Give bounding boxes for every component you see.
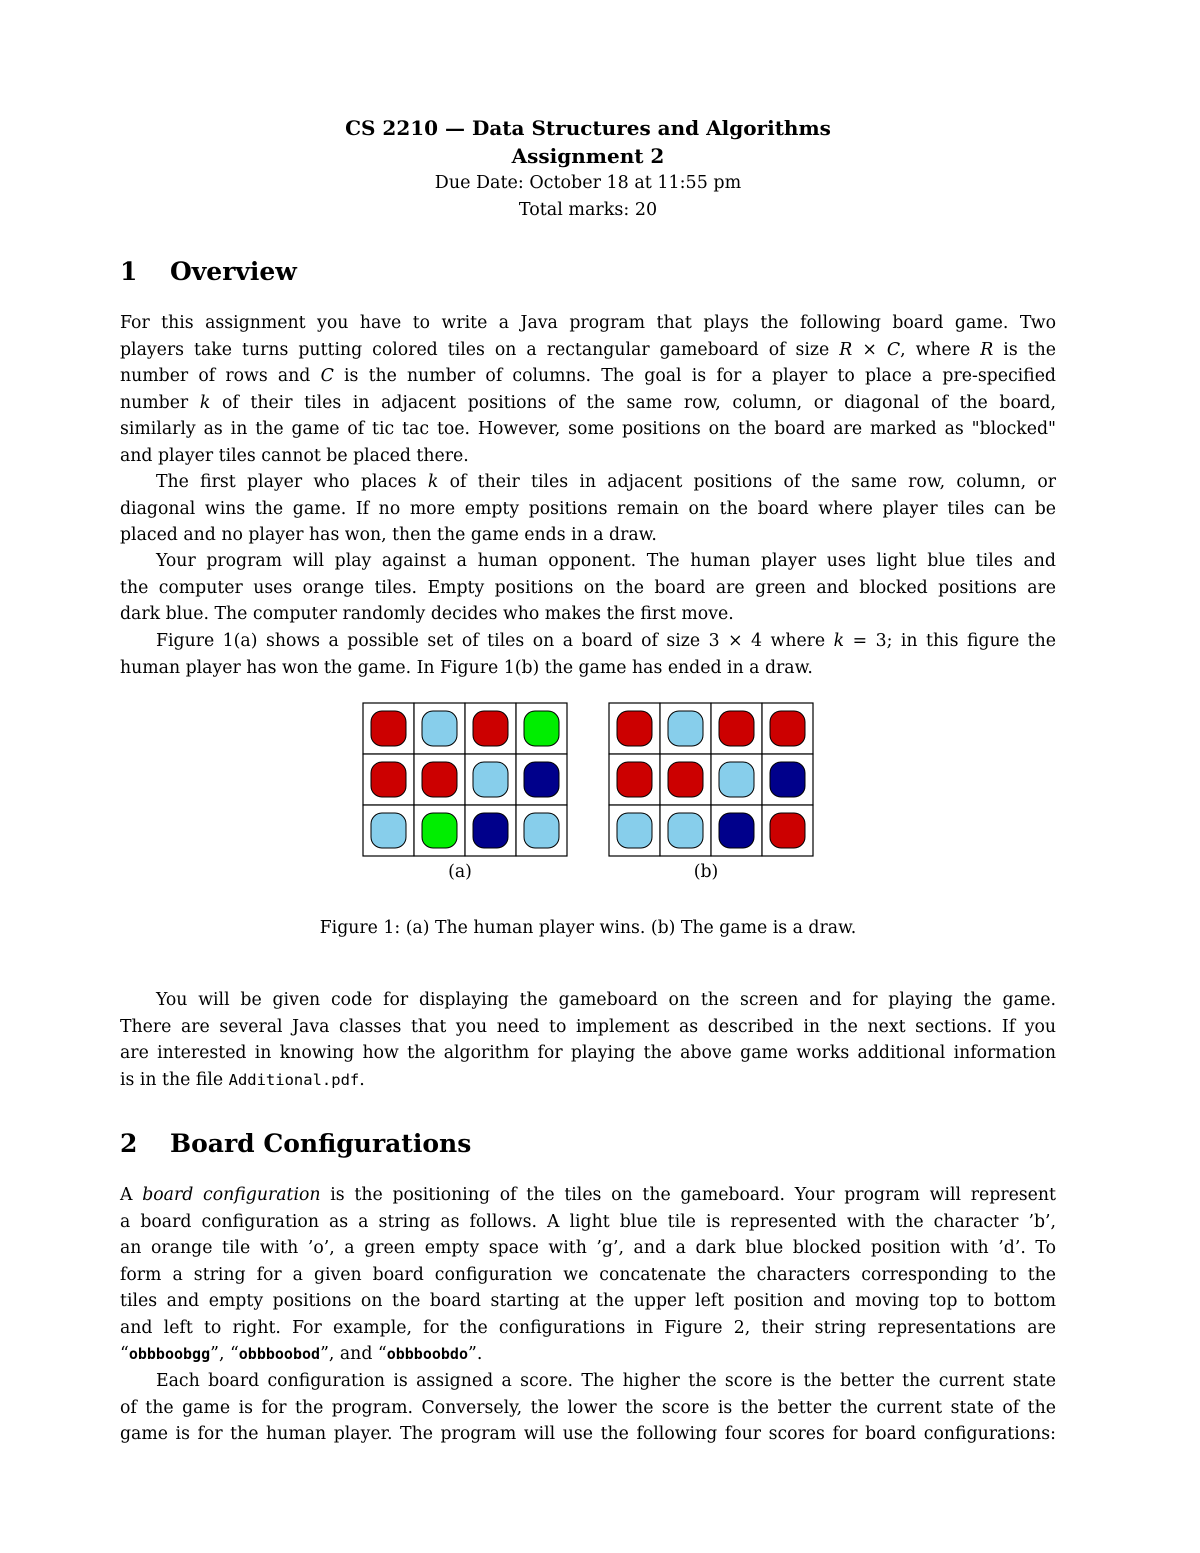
paragraph-config-2 bbox=[120, 1368, 1056, 1448]
text-line: a board configuration as a string as follows. A light blue tile is represented with the character ’b’, bbox=[120, 1211, 1056, 1232]
green-empty-tile bbox=[524, 711, 559, 746]
text-line: Each board configuration is assigned a score. The higher the score is the better the current state bbox=[156, 1371, 1056, 1391]
green-empty-tile bbox=[422, 813, 457, 848]
light-blue-tile bbox=[473, 762, 508, 797]
text-line: similarly as in the game of tic tac toe. However, some positions on the board are marked as "blocked" bbox=[120, 419, 1056, 439]
gameboard-a bbox=[362, 702, 568, 858]
text-line: of the game is for the program. Conversely, the lower the score is the better the current state of the bbox=[120, 1397, 1056, 1418]
figure-label-a: (a) bbox=[448, 862, 472, 882]
light-blue-tile bbox=[668, 711, 703, 746]
text-line: number k of their tiles in adjacent positions of the same row, column, or diagonal of the board, bbox=[120, 392, 1056, 413]
total-marks: Total marks: 20 bbox=[518, 200, 658, 220]
text-line: and left to right. For example, for the configurations in Figure 2, their string representations are bbox=[120, 1317, 1056, 1338]
paragraph-overview-2 bbox=[120, 469, 1056, 549]
figure-label-b: (b) bbox=[693, 862, 719, 882]
text-line: placed and no player has won, then the game ends in a draw. bbox=[120, 525, 657, 545]
orange-tile bbox=[617, 762, 652, 797]
section-heading-board-configurations bbox=[120, 1126, 471, 1162]
light-blue-tile bbox=[668, 813, 703, 848]
figure-caption: Figure 1: (a) The human player wins. (b) The game is a draw. bbox=[319, 918, 857, 938]
light-blue-tile bbox=[422, 711, 457, 746]
text-line: “obbboobgg”, “obbboobod”, and “obbboobdo”. bbox=[120, 1344, 483, 1364]
section-title: Overview bbox=[170, 257, 297, 286]
orange-tile bbox=[770, 813, 805, 848]
text-line: game is for the human player. The program will use the following four scores for board configurations: bbox=[120, 1424, 1056, 1444]
text-line: and player tiles cannot be placed there. bbox=[120, 445, 469, 466]
text-line: players take turns putting colored tiles on a rectangular gameboard of size R × C, where R is the bbox=[120, 339, 1057, 360]
text-line: are interested in knowing how the algorithm for playing the above game works additional information bbox=[120, 1043, 1056, 1063]
text-line: the computer uses orange tiles. Empty positions on the board are green and blocked positions are bbox=[120, 577, 1056, 598]
text-line: number of rows and C is the number of columns. The goal is for a player to place a pre-specified bbox=[120, 366, 1056, 386]
light-blue-tile bbox=[524, 813, 559, 848]
section-number: 2 bbox=[120, 1129, 138, 1158]
dark-blue-blocked-tile bbox=[473, 813, 508, 848]
orange-tile bbox=[617, 711, 652, 746]
text-line: form a string for a given board configuration we concatenate the characters corresponding to the bbox=[120, 1264, 1056, 1285]
title-block bbox=[120, 114, 1056, 224]
text-line: The first player who places k of their tiles in adjacent positions of the same row, column, or bbox=[156, 472, 1056, 492]
text-line: For this assignment you have to write a Java program that plays the following board game. Two bbox=[120, 313, 1056, 333]
orange-tile bbox=[422, 762, 457, 797]
section-title: Board Configurations bbox=[170, 1129, 472, 1158]
gameboard-a-grid bbox=[362, 702, 568, 858]
gameboard-b-grid bbox=[608, 702, 814, 858]
assignment-title: Assignment 2 bbox=[511, 144, 665, 168]
orange-tile bbox=[371, 711, 406, 746]
filename: Additional.pdf bbox=[228, 1070, 360, 1089]
text-line: There are several Java classes that you need to implement as described in the next sections. If you bbox=[120, 1016, 1056, 1037]
section-heading-overview bbox=[120, 254, 297, 290]
text-line: A board configuration is the positioning of the tiles on the gameboard. Your program will represent bbox=[120, 1185, 1056, 1205]
orange-tile bbox=[668, 762, 703, 797]
orange-tile bbox=[719, 711, 754, 746]
text-line: diagonal wins the game. If no more empty positions remain on the board where player tiles can be bbox=[120, 498, 1056, 519]
paragraph-overview-4 bbox=[120, 628, 1056, 681]
light-blue-tile bbox=[371, 813, 406, 848]
dark-blue-blocked-tile bbox=[524, 762, 559, 797]
light-blue-tile bbox=[617, 813, 652, 848]
orange-tile bbox=[770, 711, 805, 746]
text-line: Figure 1(a) shows a possible set of tiles on a board of size 3 × 4 where k = 3; in this figure the bbox=[156, 631, 1056, 651]
text-line: human player has won the game. In Figure 1(b) the game has ended in a draw. bbox=[120, 657, 813, 678]
text-line: You will be given code for displaying the gameboard on the screen and for playing the game. bbox=[156, 990, 1056, 1010]
text-line: is in the file Additional.pdf. bbox=[120, 1069, 365, 1090]
dark-blue-blocked-tile bbox=[719, 813, 754, 848]
text-line: an orange tile with ’o’, a green empty space with ’g’, and a dark blue blocked position with ’d’. To bbox=[120, 1238, 1056, 1258]
dark-blue-blocked-tile bbox=[770, 762, 805, 797]
paragraph-overview-3 bbox=[120, 548, 1056, 628]
orange-tile bbox=[371, 762, 406, 797]
text-line: Your program will play against a human opponent. The human player uses light blue tiles and bbox=[156, 551, 1056, 571]
due-date: Due Date: October 18 at 11:55 pm bbox=[434, 173, 742, 193]
light-blue-tile bbox=[719, 762, 754, 797]
gameboard-b bbox=[608, 702, 814, 858]
paragraph-config-1 bbox=[120, 1182, 1056, 1368]
section-number: 1 bbox=[120, 257, 138, 286]
paragraph-overview-1 bbox=[120, 310, 1056, 469]
course-title: CS 2210 — Data Structures and Algorithms bbox=[345, 116, 831, 140]
figure-1 bbox=[0, 700, 1200, 960]
orange-tile bbox=[473, 711, 508, 746]
text-line: dark blue. The computer randomly decides who makes the first move. bbox=[120, 604, 734, 624]
text-line: tiles and empty positions on the board starting at the upper left position and moving top to bottom bbox=[120, 1291, 1056, 1311]
paragraph-overview-5 bbox=[120, 987, 1056, 1093]
